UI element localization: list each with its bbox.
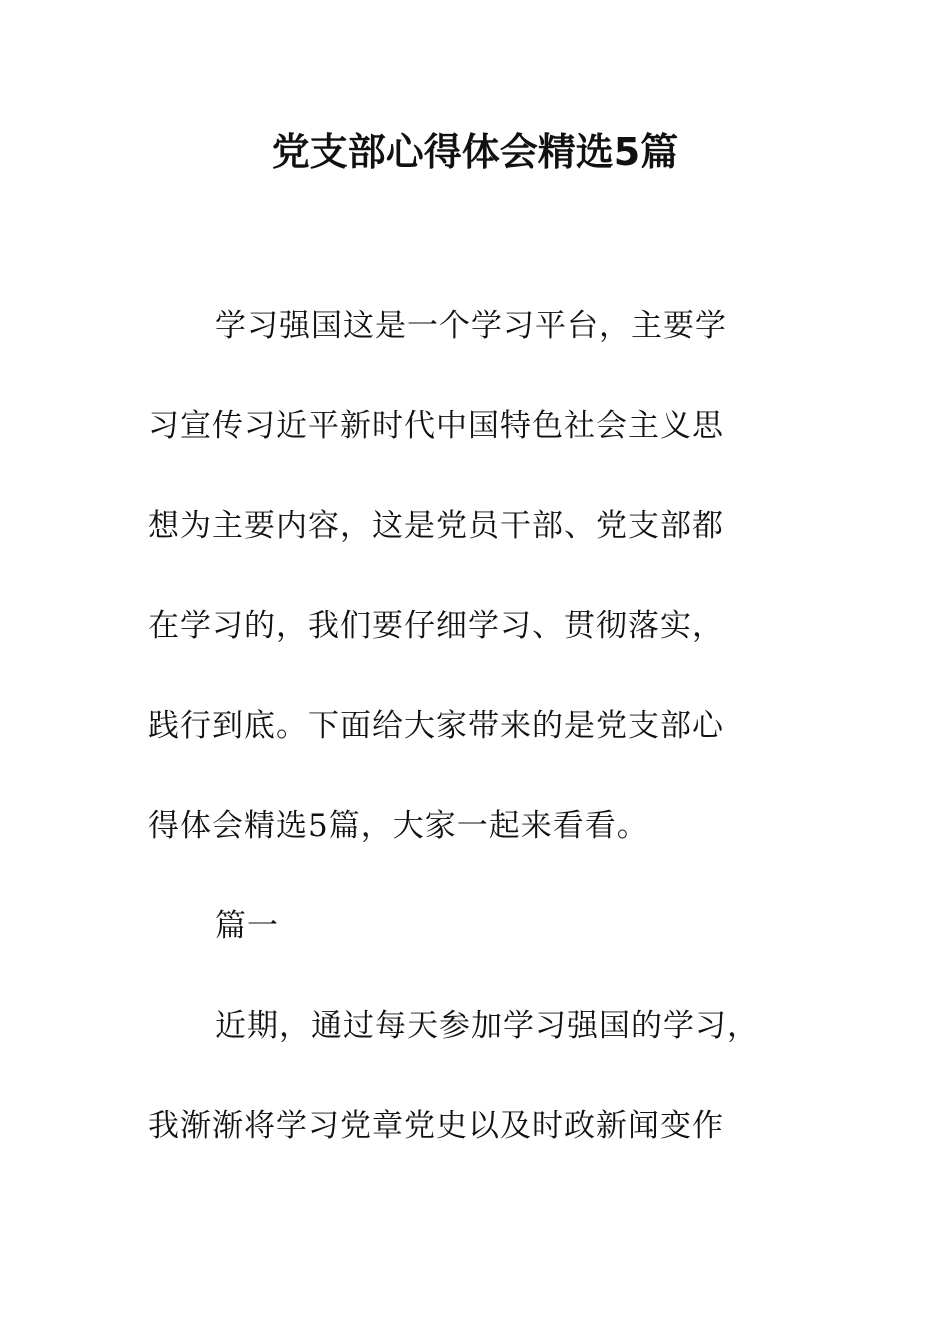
- paragraph-line: 践行到底。下面给大家带来的是党支部心: [148, 708, 724, 744]
- paragraph-line: 得体会精选5篇，大家一起来看看。: [148, 808, 649, 844]
- document-title: 党支部心得体会精选5篇: [271, 130, 679, 174]
- paragraph-line: 我渐渐将学习党章党史以及时政新闻变作: [148, 1108, 724, 1144]
- paragraph-line: 近期，通过每天参加学习强国的学习，: [215, 1008, 759, 1044]
- paragraph-line: 想为主要内容，这是党员干部、党支部都: [148, 508, 724, 544]
- paragraph-line: 习宣传习近平新时代中国特色社会主义思: [148, 408, 724, 444]
- paragraph-line: 在学习的，我们要仔细学习、贯彻落实，: [148, 608, 724, 644]
- section-heading: 篇一: [215, 908, 279, 944]
- paragraph-line: 学习强国这是一个学习平台，主要学: [215, 308, 727, 344]
